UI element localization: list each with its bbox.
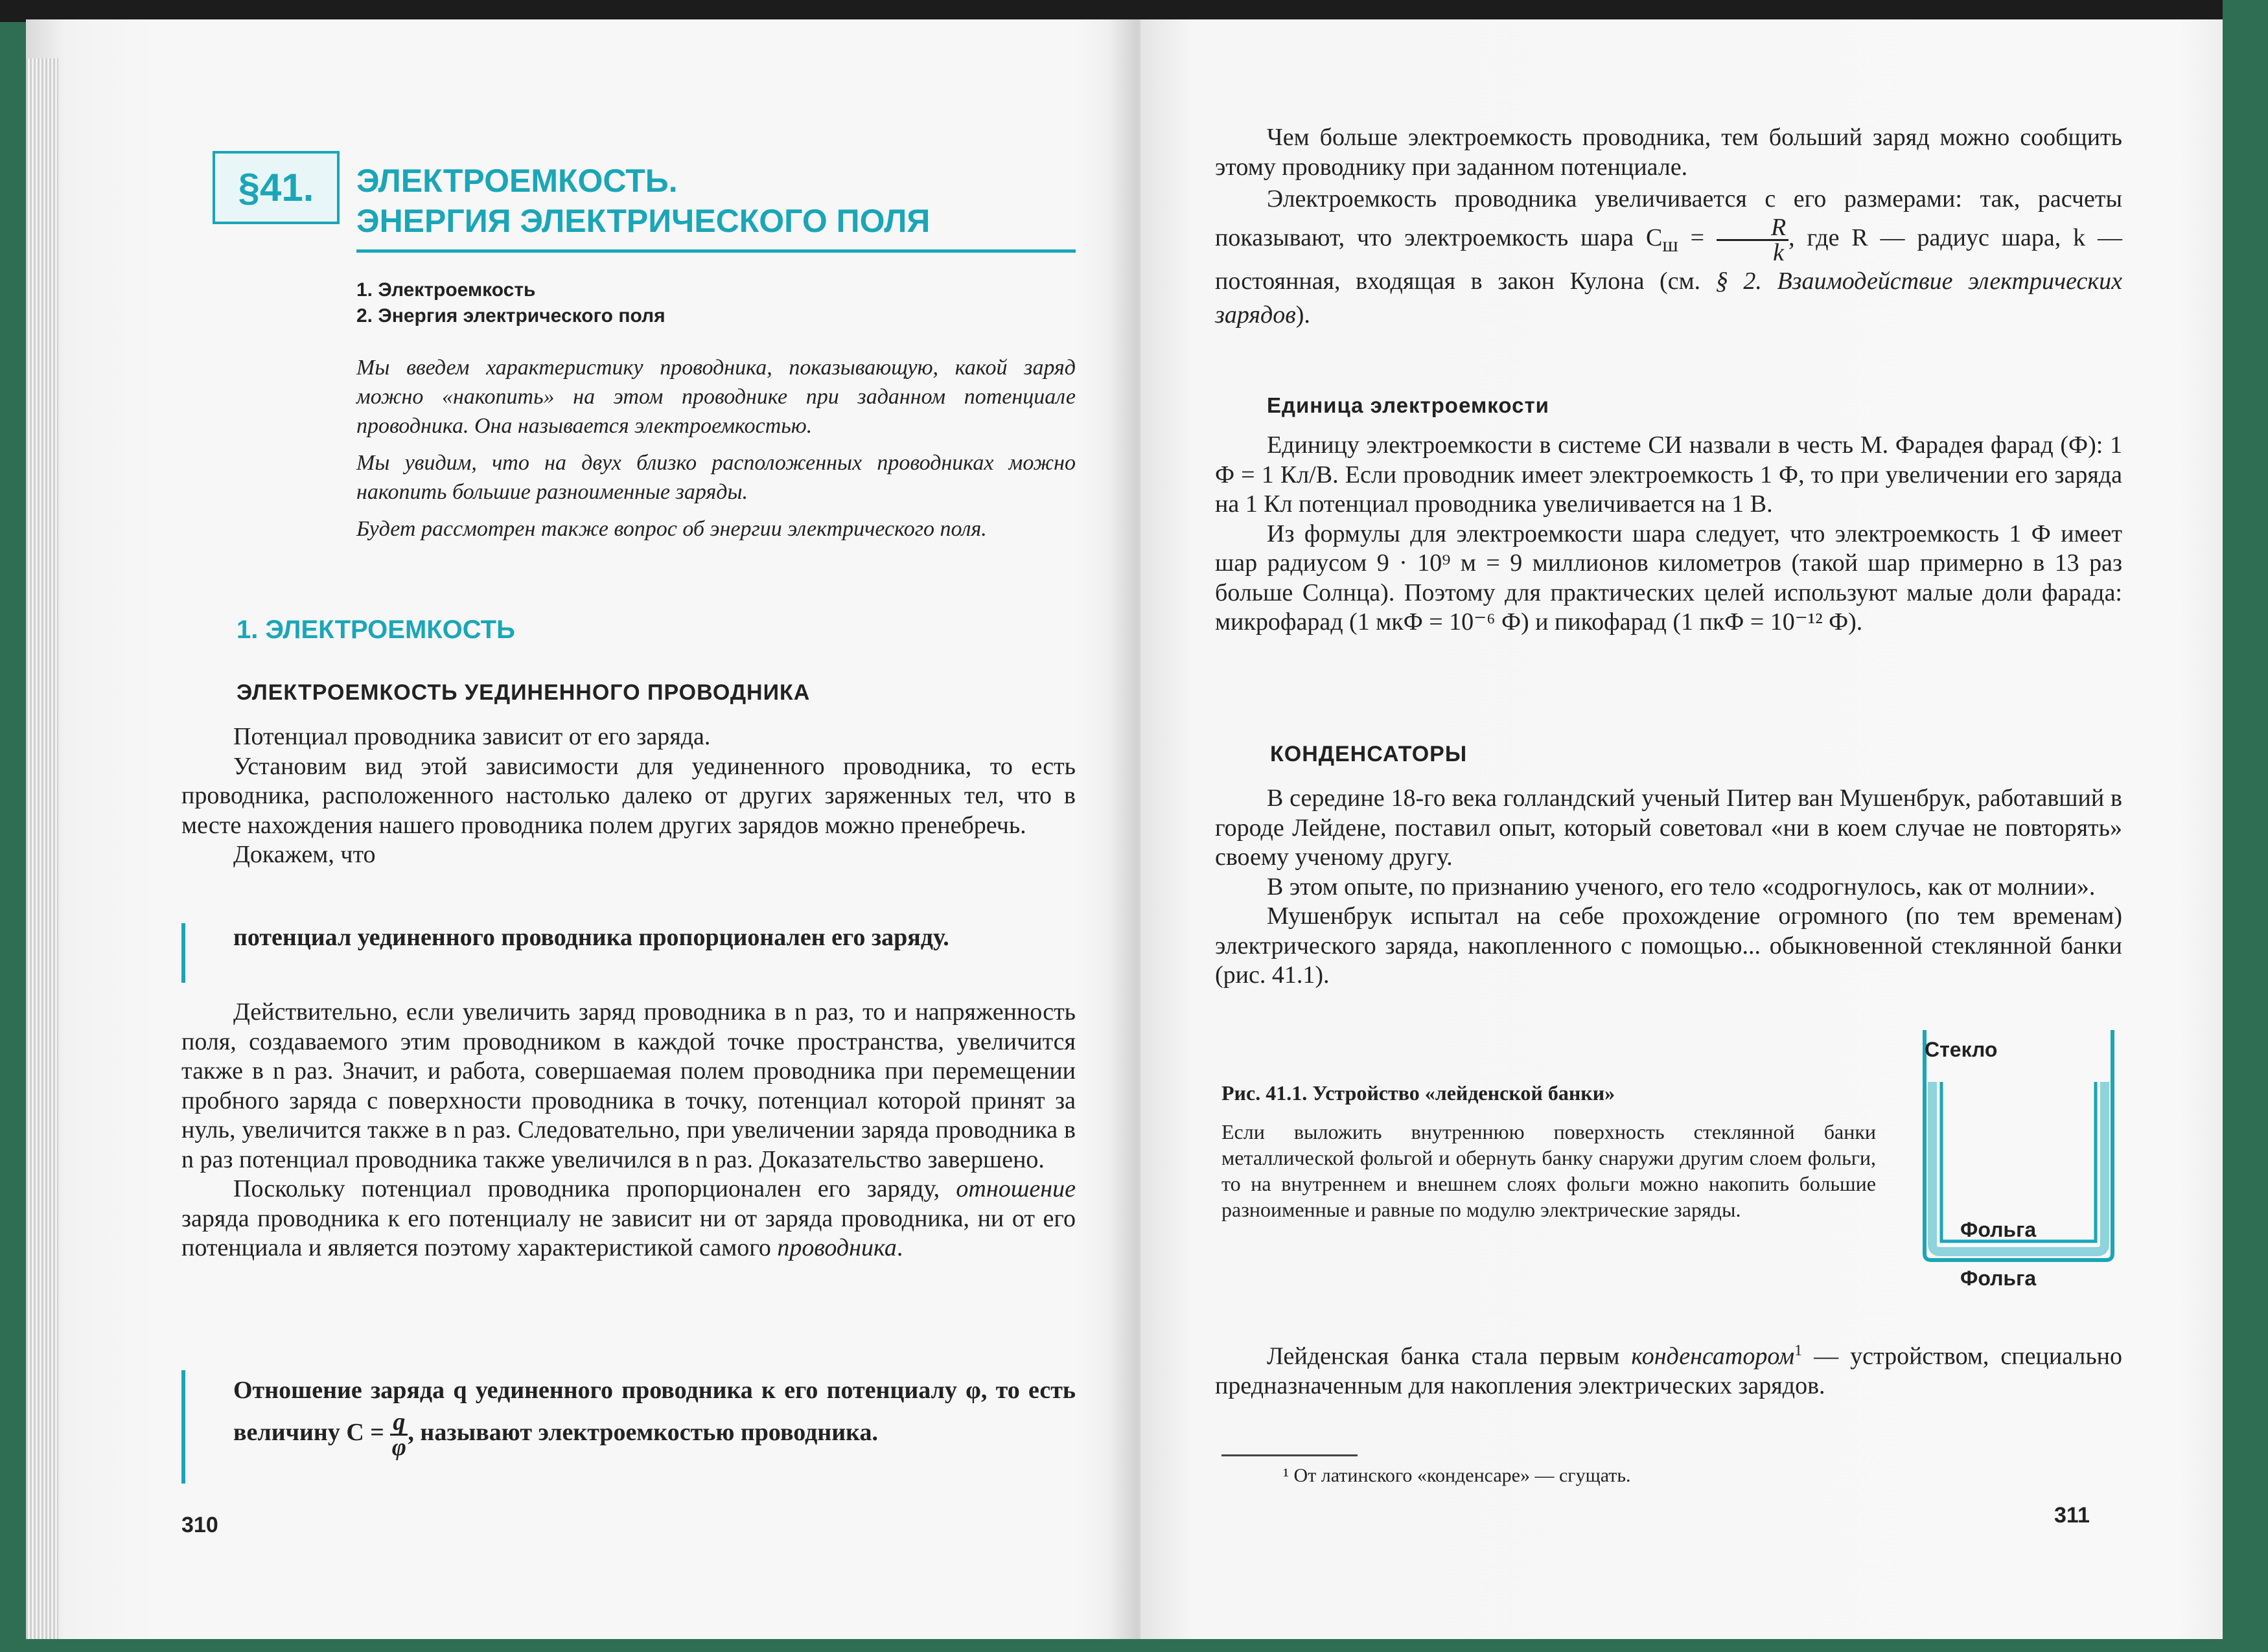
capacitors-heading: КОНДЕНСАТОРЫ — [1270, 742, 1468, 766]
right-page — [1140, 19, 2223, 1639]
footnote-marker: 1 — [1794, 1342, 1803, 1359]
text-run: Лейденская банка стала первым — [1267, 1342, 1632, 1370]
body-paragraph — [1215, 182, 2122, 332]
subscript: ш — [1662, 233, 1678, 256]
body-paragraph: В этом опыте, по признанию ученого, его тело «содрогнулось, как от молнии». — [1267, 873, 2096, 901]
page-edges — [26, 58, 58, 1639]
body-paragraph: Потенциал проводника зависит от его заряда. — [233, 723, 711, 750]
title-underline — [356, 249, 1076, 253]
footnote: ¹ От латинского «конденсаре» — сгущать. — [1283, 1465, 1631, 1486]
body-paragraph: Действительно, если увеличить заряд проводника в n раз, то и напряженность поля, создаваемого этим проводником в каждой точке пространства, увеличится также в n раз. Значит, и работа, совершаемая полем проводника при перемещении пробного заряда с поверхности проводника в точку, потенциал которой принят за нуль, увеличится также в n раз. Следовательно, при увеличении заряда проводника в n раз потенциал проводника также увеличился в n раз. Доказательство завершено. — [181, 998, 1076, 1173]
top-background — [0, 0, 2268, 22]
figure-caption-title: Рис. 41.1. Устройство «лейденской банки» — [1221, 1081, 1615, 1105]
fraction-denominator: k — [1773, 239, 1784, 266]
text-run: = — [1678, 224, 1717, 252]
body-paragraph: Мушенбрук испытал на себе прохождение огромного (по тем временам) электрического заряда, накопленного с помощью... обыкновенной стеклянной банки (рис. 41.1). — [1215, 902, 2122, 989]
emphasis-text: конденсатором — [1631, 1342, 1795, 1370]
emphasis-text: проводника — [777, 1234, 897, 1261]
key-statement-2 — [233, 1370, 1076, 1459]
body-paragraph: Из формулы для электроемкости шара следует, что электроемкость 1 Ф имеет шар радиусом 9 · 10⁹ м = 9 миллионов километров (такой шар примерно в 13 раз больше Солнца). Поэтому для практических целей используют малые доли фарада: микрофарад (1 мкФ = 10⁻⁶ Ф) и пикофарад (1 пкФ = 10⁻¹² Ф). — [1215, 520, 2122, 636]
text-run: . — [896, 1234, 903, 1261]
label-foil-outer: Фольга — [1960, 1267, 2037, 1290]
intro-paragraph: Мы введем характеристику проводника, показывающую, какой заряд можно «накопить» на этом проводнике при заданном потенциале проводника. Она называется электроемкостью. — [356, 356, 1076, 438]
body-paragraph: Установим вид этой зависимости для уединенного проводника, то есть проводника, расположенного настолько далеко от других заряженных тел, что в месте нахождения нашего проводника полем других зарядов можно пренебречь. — [181, 752, 1076, 839]
toc-item: 1. Электроемкость — [356, 279, 536, 301]
text-run: Поскольку потенциал проводника пропорционален его заряду, — [233, 1175, 956, 1202]
emphasis-bar — [181, 923, 185, 983]
footnote-rule — [1221, 1454, 1358, 1456]
body-block-6 — [1215, 1337, 2122, 1401]
subheading: ЭЛЕКТРОЕМКОСТЬ УЕДИНЕННОГО ПРОВОДНИКА — [237, 680, 811, 705]
right-background — [2223, 0, 2268, 1652]
text-run: , где R — радиус шара, k — постоянная, входящая в закон Кулона (см. — [1215, 224, 2123, 295]
fraction-numerator: R — [1717, 216, 1788, 241]
text-run: заряда проводника к его потенциалу не зависит ни от заряда проводника, ни от его потенциала и является поэтому характеристикой самого — [181, 1204, 1076, 1261]
emphasis-text: отношение — [956, 1175, 1076, 1202]
emphasis-bar — [181, 1370, 185, 1484]
left-page — [26, 19, 1140, 1639]
fraction-denominator: φ — [391, 1434, 407, 1461]
statement-text — [233, 1370, 1076, 1459]
paragraph-number-box — [213, 151, 340, 224]
statement-text: потенциал уединенного проводника пропорционален его заряду. — [233, 924, 949, 951]
fraction — [390, 1410, 408, 1459]
intro-paragraph: Будет рассмотрен также вопрос об энергии электрического поля. — [356, 517, 987, 541]
intro-paragraph: Мы увидим, что на двух близко расположенных проводниках можно накопить большие разноименные заряды. — [356, 451, 1076, 504]
body-block-3 — [1215, 123, 2122, 332]
cross-reference: § 2. Взаимодействие электрических зарядов — [1215, 268, 2122, 328]
text-run: ). — [1295, 301, 1310, 328]
fraction — [1717, 216, 1788, 264]
label-foil-inner: Фольга — [1960, 1218, 2037, 1241]
body-paragraph: Единицу электроемкости в системе СИ назвали в честь М. Фарадея фарад (Ф): 1 Ф = 1 Кл/В. Если проводник имеет электроемкость 1 Ф, то при увеличении его заряда на 1 Кл потенциал проводника увеличивается на 1 В. — [1215, 431, 2122, 518]
leyden-jar-diagram — [1899, 1030, 2125, 1302]
unit-heading: Единица электроемкости — [1267, 393, 1549, 417]
section-heading: 1. ЭЛЕКТРОЕМКОСТЬ — [237, 615, 515, 644]
body-paragraph: В середине 18-го века голландский ученый Питер ван Мушенбрук, работавший в городе Лейдене, поставил опыт, который советовал «ни в коем случае не повторять» своему ученому другу. — [1215, 785, 2122, 871]
body-paragraph: Докажем, что — [233, 841, 376, 868]
page-number: 310 — [181, 1513, 218, 1537]
body-block-2 — [181, 998, 1076, 1263]
body-paragraph — [1215, 1337, 2122, 1401]
body-paragraph: Чем больше электроемкость проводника, тем больший заряд можно сообщить этому проводнику при заданном потенциале. — [1215, 124, 2122, 181]
body-block-4 — [1215, 431, 2122, 637]
page-number: 311 — [2054, 1503, 2090, 1528]
key-statement-1 — [233, 923, 1076, 953]
toc-item: 2. Энергия электрического поля — [356, 305, 665, 327]
label-glass: Стекло — [1925, 1038, 1998, 1061]
body-block-5 — [1215, 784, 2122, 991]
title-line-1: ЭЛЕКТРОЕМКОСТЬ. — [356, 163, 678, 199]
text-run: , называют электроемкостью проводника. — [408, 1419, 878, 1447]
paragraph-number: §41. — [238, 166, 314, 209]
body-block-1 — [181, 722, 1076, 870]
section-toc — [356, 277, 665, 329]
fraction-numerator: q — [390, 1410, 408, 1436]
title-line-2: ЭНЕРГИЯ ЭЛЕКТРИЧЕСКОГО ПОЛЯ — [356, 203, 931, 239]
text-run: — устройством, специально предназначенным для накопления электрических зарядов. — [1215, 1342, 2122, 1400]
chapter-title — [356, 161, 1076, 241]
figure-caption-text: Если выложить внутреннюю поверхность стеклянной банки металлической фольгой и обернуть банку снаружи другим слоем фольги, то на внутреннем и внешнем слоях фольги можно накопить большие разноименные и равные по модулю электрические заряды. — [1221, 1120, 1876, 1221]
text-run: Отношение заряда q уединенного проводника к его потенциалу φ, то есть величину C = — [233, 1377, 1076, 1447]
text-run: Электроемкость проводника увеличивается с его размерами: так, расчеты показывают, что электроемкость шара C — [1215, 185, 2122, 252]
intro-text — [356, 353, 1076, 551]
body-paragraph — [181, 1175, 1076, 1263]
